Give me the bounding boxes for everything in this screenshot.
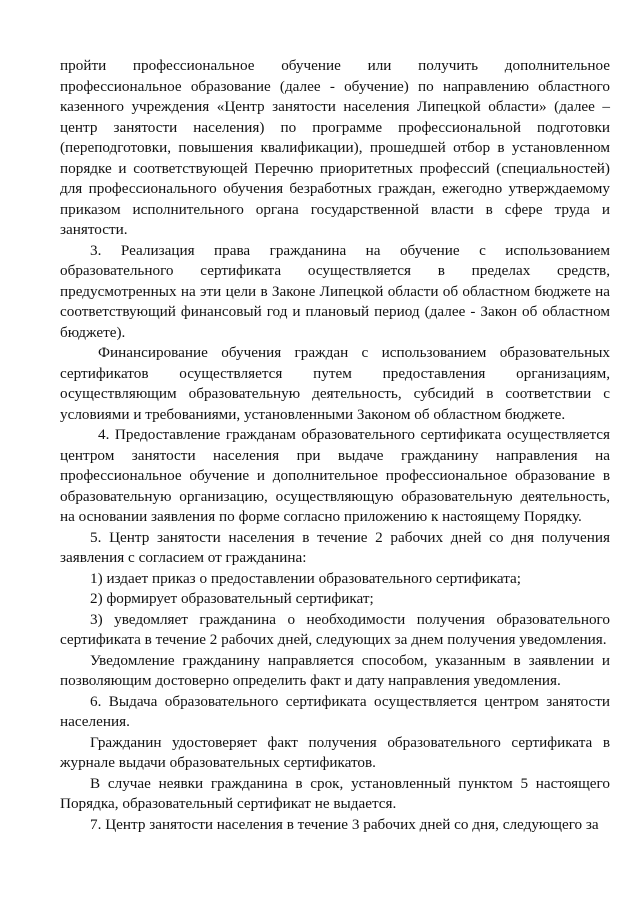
paragraph-financing: Финансирование обучения граждан с использованием образовательных сертификатов осуществляется путем предоставления организациям, осуществляющим образовательную деятельность, субсидий в соответствии с условиями и требованиями, установленными Законом об областном бюджете. xyxy=(60,344,610,423)
paragraph-item-3: 3. Реализация права гражданина на обучение с использованием образовательного сертификата осуществляется в пределах средств, предусмотренных на эти цели в Законе Липецкой области об областном бюджете на соответствующий финансовый год и плановый период (далее - Закон об областном бюджете). xyxy=(60,241,610,341)
document-page xyxy=(60,56,610,835)
paragraph-intro-continuation: пройти профессиональное обучение или получить дополнительное профессиональное образование (далее - обучение) по направлению областного казенного учреждения «Центр занятости населения Липецкой области» (далее – центр занятости населения) по программе профессиональной подготовки (переподготовки, повышения квалификации), прошедшей отбор в установленном порядке и соответствующей Перечню приоритетных профессий (специальностей) для профессионального обучения безработных граждан, ежегодно утверждаемому приказом исполнительного органа государственной власти в сфере труда и занятости. xyxy=(60,57,610,238)
paragraph-journal: Гражданин удостоверяет факт получения образовательного сертификата в журнале выдачи образовательных сертификатов. xyxy=(60,733,610,771)
paragraph-item-5: 5. Центр занятости населения в течение 2 рабочих дней со дня получения заявления с согласием от гражданина: xyxy=(60,528,610,566)
paragraph-subitem-1: 1) издает приказ о предоставлении образовательного сертификата; xyxy=(90,569,522,587)
paragraph-notification: Уведомление гражданину направляется способом, указанным в заявлении и позволяющим достоверно определить факт и дату направления уведомления. xyxy=(60,651,610,689)
paragraph-no-show: В случае неявки гражданина в срок, установленный пунктом 5 настоящего Порядка, образовательный сертификат не выдается. xyxy=(60,774,610,812)
paragraph-subitem-3: 3) уведомляет гражданина о необходимости получения образовательного сертификата в течение 2 рабочих дней, следующих за днем получения уведомления. xyxy=(60,610,610,648)
paragraph-item-7: 7. Центр занятости населения в течение 3 рабочих дней со дня, следующего за xyxy=(90,815,599,833)
paragraph-subitem-2: 2) формирует образовательный сертификат; xyxy=(90,590,374,607)
paragraph-item-6: 6. Выдача образовательного сертификата осуществляется центром занятости населения. xyxy=(60,692,610,730)
paragraph-item-4: 4. Предоставление гражданам образовательного сертификата осуществляется центром занятости населения при выдаче гражданину направления на профессиональное обучение и дополнительное профессиональное образование в образовательную организацию, осуществляющую образовательную деятельность, на основании заявления по форме согласно приложению к настоящему Порядку. xyxy=(60,426,610,525)
